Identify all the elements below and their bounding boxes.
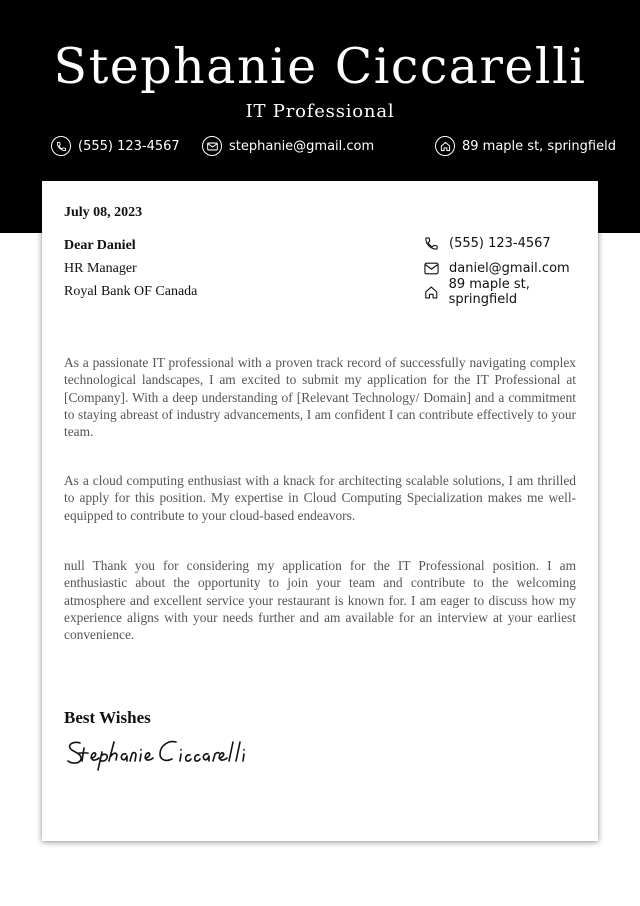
header-email [202,134,374,158]
recipient-email-text: daniel@gmail.com [449,260,570,276]
recipient-email [424,257,570,279]
header-phone [51,134,180,158]
applicant-name: Stephanie Ciccarelli [53,38,587,95]
recipient-phone-text: (555) 123-4567 [449,235,551,251]
header-phone-text: (555) 123-4567 [78,138,180,154]
phone-icon [51,136,71,156]
home-icon [424,285,439,300]
mail-icon [202,136,222,156]
recipient-salutation: Dear Daniel [64,238,136,253]
home-icon [435,136,455,156]
header-address [435,134,616,158]
closing: Best Wishes [64,708,151,727]
recipient-company: Royal Bank OF Canada [64,284,198,299]
recipient-address-text: 89 maple st, springfield [448,277,530,307]
header-email-text: stephanie@gmail.com [229,138,375,154]
letter-date: July 08, 2023 [64,205,143,220]
recipient-block [64,234,197,303]
handwritten-signature [64,734,264,779]
mail-icon [424,262,439,275]
recipient-address [424,277,598,307]
letter-card [42,181,598,841]
applicant-title: IT Professional [245,101,395,122]
header-address-text: 89 maple st, springfield [462,138,616,154]
phone-icon [424,236,439,251]
body-paragraph-2: As a cloud computing enthusiast with a knack for architecting scalable solutions, I am thrilled to apply for this position. My expertise in Cloud Computing Specialization makes me well-equipped to contribute to your cloud-based endeavors. [64,473,576,523]
body-paragraph-3: null Thank you for considering my application for the IT Professional position. I am enthusiastic about the opportunity to join your team and contribute to the welcoming atmosphere and excellent service your restaurant is known for. I am eager to discuss how my experience aligns with your needs further and am available for an interview at your earliest convenience. [64,558,576,643]
recipient-phone [424,232,551,254]
body-paragraph-1: As a passionate IT professional with a proven track record of successfully navigating complex technological landscapes, I am excited to submit my application for the IT Professional at [Company]. With a deep understanding of [Relevant Technology/ Domain] and a commitment to staying abreast of industry advancements, I am confident I can contribute effectively to your team. [64,355,576,440]
recipient-role: HR Manager [64,261,137,276]
